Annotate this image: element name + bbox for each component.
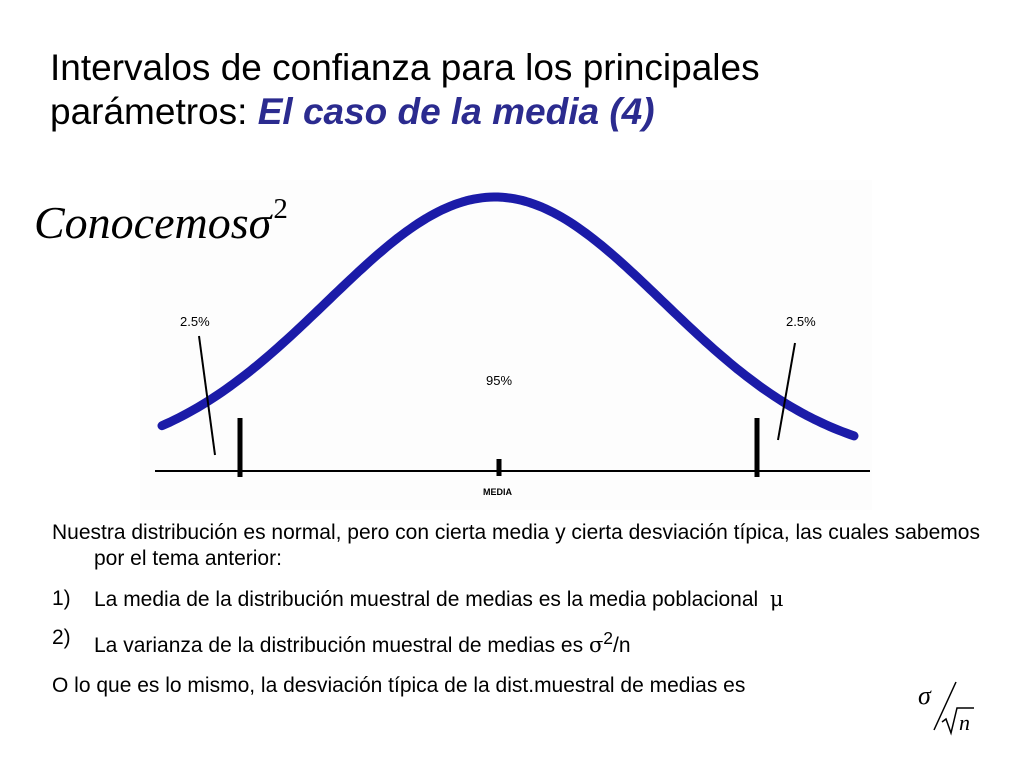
sigma-exponent: 2 [273,193,288,225]
title-prefix: parámetros: [50,91,258,132]
item-2-suffix: /n [613,634,631,657]
known-word: Conocemos [34,197,249,248]
formula-radicand: n [959,710,970,735]
list-item [52,625,1012,659]
sigma-exponent: 2 [603,628,614,648]
center-area-label: 95% [486,373,513,388]
list-text [94,586,784,613]
title-line-1: Intervalos de confianza para los principales [50,47,760,88]
list-item [52,586,1012,613]
mean-axis-label: MEDIA [483,487,512,497]
left-tail-label: 2.5% [180,314,210,329]
intro-paragraph: Nuestra distribución es normal, pero con cierta media y cierta desviación típica, las cuales sabemos por el tema anterior: [52,521,980,570]
item-1-text: La media de la distribución muestral de medias es la media poblacional [94,588,759,611]
title-emphasis: El caso de la media (4) [257,91,655,132]
list-text [94,625,631,659]
list-number: 1) [52,587,71,610]
right-tail-label: 2.5% [786,314,816,329]
sigma-symbol: σ [588,633,604,657]
formula-numerator: σ [918,681,931,710]
list-number: 2) [52,626,71,649]
slide-title [50,46,950,134]
item-2-text: La varianza de la distribución muestral de medias es [94,634,589,657]
mu-symbol: μ [769,587,784,611]
body-text [52,520,1012,699]
std-error-formula [912,678,992,738]
conclusion-paragraph: O lo que es lo mismo, la desviación típica de la dist.muestral de medias es [52,674,746,697]
sigma-symbol: σ [248,197,272,248]
title-line-2 [50,90,950,134]
known-variance-label [34,193,288,249]
